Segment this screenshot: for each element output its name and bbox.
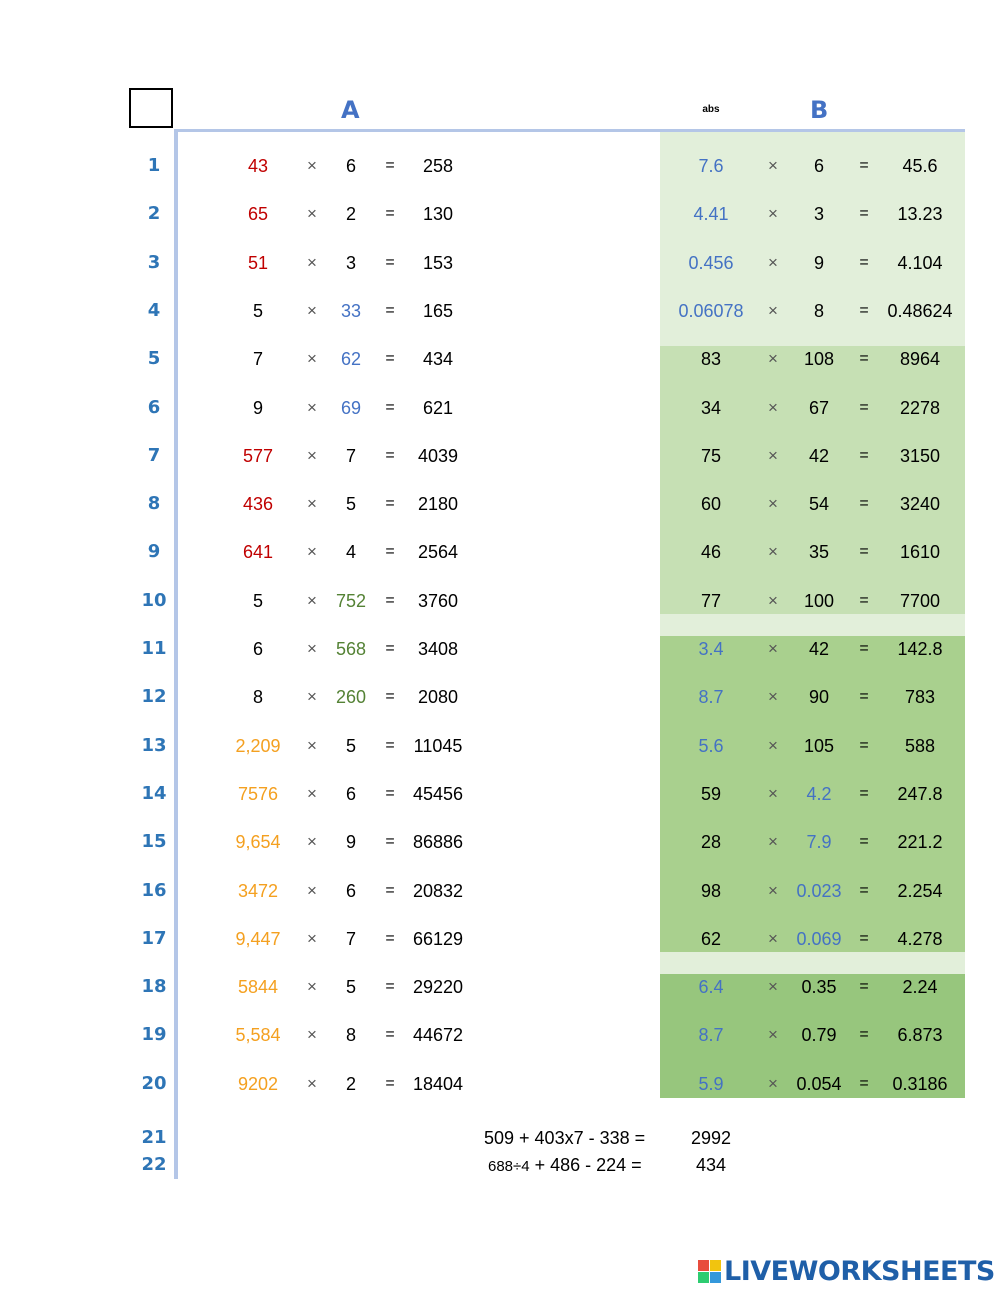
a-factor-1: 7576 xyxy=(237,784,279,804)
b-equals-sign: = xyxy=(859,157,869,174)
b-equals-sign: = xyxy=(859,737,869,754)
a-equals-sign: = xyxy=(385,882,395,899)
b-factor-1: 5.6 xyxy=(698,736,724,756)
b-factor-1: 5.9 xyxy=(698,1074,724,1094)
b-factor-1: 4.41 xyxy=(693,204,729,224)
problem-row xyxy=(0,335,1000,383)
b-times-sign: × xyxy=(768,253,778,272)
b-factor-2: 67 xyxy=(808,398,830,418)
expression-22-division: 688÷4 xyxy=(488,1158,530,1175)
row-number-22: 22 xyxy=(141,1154,167,1175)
b-equals-sign: = xyxy=(859,833,869,850)
a-times-sign: × xyxy=(307,349,317,368)
a-equals-sign: = xyxy=(385,930,395,947)
b-factor-2: 6 xyxy=(813,156,824,176)
b-factor-2: 0.054 xyxy=(796,1074,842,1094)
row-number: 6 xyxy=(147,397,161,418)
b-times-sign: × xyxy=(768,494,778,513)
a-times-sign: × xyxy=(307,1025,317,1044)
b-equals-sign: = xyxy=(859,254,869,271)
b-factor-1: 59 xyxy=(700,784,722,804)
a-product[interactable]: 3760 xyxy=(417,591,459,611)
result-21[interactable]: 2992 xyxy=(690,1128,732,1148)
b-equals-sign: = xyxy=(859,543,869,560)
row-number: 16 xyxy=(141,880,167,901)
a-equals-sign: = xyxy=(385,447,395,464)
logo-text: LIVEWORKSHEETS xyxy=(724,1255,995,1287)
name-box[interactable] xyxy=(129,88,173,128)
b-factor-1: 60 xyxy=(700,494,722,514)
a-factor-2: 5 xyxy=(345,494,356,514)
b-factor-1: 62 xyxy=(700,929,722,949)
a-equals-sign: = xyxy=(385,350,395,367)
a-factor-2: 260 xyxy=(335,687,367,707)
a-factor-1: 9,447 xyxy=(235,929,281,949)
a-times-sign: × xyxy=(307,929,317,948)
b-equals-sign: = xyxy=(859,302,869,319)
row-number: 19 xyxy=(141,1024,167,1045)
b-factor-2: 0.023 xyxy=(796,881,842,901)
a-factor-1: 5,584 xyxy=(235,1025,281,1045)
b-factor-2: 4.2 xyxy=(806,784,832,804)
b-factor-2: 105 xyxy=(803,736,835,756)
b-equals-sign: = xyxy=(859,495,869,512)
b-times-sign: × xyxy=(768,639,778,658)
a-factor-2: 2 xyxy=(345,204,356,224)
a-product[interactable]: 2564 xyxy=(417,542,459,562)
a-product[interactable]: 2080 xyxy=(417,687,459,707)
logo-block xyxy=(698,1260,709,1271)
b-factor-1: 7.6 xyxy=(698,156,724,176)
a-factor-1: 436 xyxy=(242,494,274,514)
b-product[interactable]: 783 xyxy=(904,687,936,707)
row-number: 10 xyxy=(141,590,167,611)
a-times-sign: × xyxy=(307,398,317,417)
b-times-sign: × xyxy=(768,687,778,706)
a-times-sign: × xyxy=(307,253,317,272)
a-factor-2: 2 xyxy=(345,1074,356,1094)
a-equals-sign: = xyxy=(385,1075,395,1092)
b-times-sign: × xyxy=(768,542,778,561)
b-factor-2: 9 xyxy=(813,253,824,273)
a-factor-2: 568 xyxy=(335,639,367,659)
b-factor-1: 75 xyxy=(700,446,722,466)
b-factor-2: 0.069 xyxy=(796,929,842,949)
a-times-sign: × xyxy=(307,639,317,658)
b-product[interactable]: 3240 xyxy=(899,494,941,514)
logo-blocks-icon xyxy=(698,1260,721,1283)
b-equals-sign: = xyxy=(859,447,869,464)
b-product[interactable]: 4.104 xyxy=(897,253,943,273)
b-factor-2: 35 xyxy=(808,542,830,562)
row-number: 5 xyxy=(147,348,161,369)
b-times-sign: × xyxy=(768,832,778,851)
expression-22-rest: + 486 - 224 = xyxy=(529,1155,642,1175)
row-number-21: 21 xyxy=(141,1127,167,1148)
row-number: 15 xyxy=(141,831,167,852)
b-times-sign: × xyxy=(768,349,778,368)
a-factor-1: 9,654 xyxy=(235,832,281,852)
b-factor-2: 0.79 xyxy=(801,1025,837,1045)
a-factor-1: 5844 xyxy=(237,977,279,997)
problem-row xyxy=(0,287,1000,335)
logo-block xyxy=(710,1272,721,1283)
b-times-sign: × xyxy=(768,881,778,900)
a-times-sign: × xyxy=(307,977,317,996)
b-product[interactable]: 6.873 xyxy=(897,1025,943,1045)
b-times-sign: × xyxy=(768,204,778,223)
a-factor-2: 6 xyxy=(345,784,356,804)
a-product[interactable]: 45456 xyxy=(412,784,464,804)
b-factor-2: 54 xyxy=(808,494,830,514)
b-product[interactable]: 13.23 xyxy=(897,204,943,224)
b-equals-sign: = xyxy=(859,350,869,367)
a-equals-sign: = xyxy=(385,833,395,850)
a-product[interactable]: 153 xyxy=(422,253,454,273)
expression-21: 509 + 403x7 - 338 = xyxy=(484,1128,646,1148)
a-product[interactable]: 18404 xyxy=(412,1074,464,1094)
row-number: 17 xyxy=(141,928,167,949)
a-factor-1: 641 xyxy=(242,542,274,562)
problem-row xyxy=(0,770,1000,818)
problem-row xyxy=(0,528,1000,576)
a-times-sign: × xyxy=(307,542,317,561)
b-times-sign: × xyxy=(768,446,778,465)
row-number: 14 xyxy=(141,783,167,804)
a-factor-2: 69 xyxy=(340,398,362,418)
a-factor-2: 33 xyxy=(340,301,362,321)
row-number: 9 xyxy=(147,541,161,562)
a-factor-2: 62 xyxy=(340,349,362,369)
a-factor-2: 752 xyxy=(335,591,367,611)
b-factor-1: 46 xyxy=(700,542,722,562)
b-equals-sign: = xyxy=(859,592,869,609)
a-product[interactable]: 20832 xyxy=(412,881,464,901)
problem-row xyxy=(0,239,1000,287)
result-22[interactable]: 434 xyxy=(695,1155,727,1175)
b-factor-1: 8.7 xyxy=(698,687,724,707)
a-times-sign: × xyxy=(307,784,317,803)
a-equals-sign: = xyxy=(385,302,395,319)
a-equals-sign: = xyxy=(385,737,395,754)
a-factor-1: 5 xyxy=(252,591,263,611)
b-times-sign: × xyxy=(768,591,778,610)
problem-row xyxy=(0,625,1000,673)
liveworksheets-logo xyxy=(698,1254,995,1288)
b-factor-2: 7.9 xyxy=(806,832,832,852)
a-times-sign: × xyxy=(307,156,317,175)
b-product[interactable]: 2.24 xyxy=(902,977,938,997)
a-factor-2: 3 xyxy=(345,253,356,273)
b-factor-1: 0.456 xyxy=(688,253,734,273)
a-times-sign: × xyxy=(307,687,317,706)
a-product[interactable]: 11045 xyxy=(413,736,463,756)
b-product[interactable]: 0.3186 xyxy=(892,1074,948,1094)
a-factor-1: 43 xyxy=(247,156,269,176)
a-times-sign: × xyxy=(307,446,317,465)
b-times-sign: × xyxy=(768,301,778,320)
row-number: 8 xyxy=(147,493,161,514)
a-times-sign: × xyxy=(307,204,317,223)
b-times-sign: × xyxy=(768,736,778,755)
a-factor-2: 6 xyxy=(345,881,356,901)
b-product[interactable]: 2278 xyxy=(899,398,941,418)
row-number: 1 xyxy=(147,155,161,176)
a-times-sign: × xyxy=(307,881,317,900)
a-factor-1: 6 xyxy=(252,639,263,659)
a-factor-1: 3472 xyxy=(237,881,279,901)
b-product[interactable]: 7700 xyxy=(899,591,941,611)
b-equals-sign: = xyxy=(859,882,869,899)
b-product[interactable]: 142.8 xyxy=(897,639,943,659)
b-times-sign: × xyxy=(768,929,778,948)
b-factor-2: 8 xyxy=(813,301,824,321)
a-times-sign: × xyxy=(307,832,317,851)
b-times-sign: × xyxy=(768,784,778,803)
logo-block xyxy=(710,1260,721,1271)
b-factor-1: 98 xyxy=(700,881,722,901)
b-times-sign: × xyxy=(768,156,778,175)
b-times-sign: × xyxy=(768,1074,778,1093)
a-factor-1: 8 xyxy=(252,687,263,707)
b-factor-1: 34 xyxy=(700,398,722,418)
b-factor-1: 83 xyxy=(700,349,722,369)
b-equals-sign: = xyxy=(859,205,869,222)
b-factor-2: 100 xyxy=(803,591,835,611)
a-factor-2: 7 xyxy=(345,929,356,949)
a-product[interactable]: 130 xyxy=(422,204,454,224)
problem-row xyxy=(0,818,1000,866)
b-equals-sign: = xyxy=(859,930,869,947)
a-equals-sign: = xyxy=(385,592,395,609)
b-factor-1: 0.06078 xyxy=(678,301,744,321)
b-product[interactable]: 4.278 xyxy=(897,929,943,949)
problem-row xyxy=(0,1011,1000,1059)
problem-row xyxy=(0,190,1000,238)
b-factor-2: 0.35 xyxy=(801,977,837,997)
a-times-sign: × xyxy=(307,301,317,320)
b-product[interactable]: 1610 xyxy=(899,542,941,562)
a-product[interactable]: 86886 xyxy=(412,832,464,852)
a-product[interactable]: 434 xyxy=(422,349,454,369)
logo-block xyxy=(698,1272,709,1283)
b-equals-sign: = xyxy=(859,399,869,416)
a-equals-sign: = xyxy=(385,543,395,560)
a-product[interactable]: 3408 xyxy=(417,639,459,659)
problem-row xyxy=(0,673,1000,721)
b-times-sign: × xyxy=(768,398,778,417)
b-factor-1: 77 xyxy=(700,591,722,611)
b-product[interactable]: 0.48624 xyxy=(887,301,953,321)
b-factor-1: 28 xyxy=(700,832,722,852)
a-factor-1: 9202 xyxy=(237,1074,279,1094)
b-factor-2: 108 xyxy=(803,349,835,369)
problem-row xyxy=(0,1060,1000,1108)
a-factor-2: 8 xyxy=(345,1025,356,1045)
a-factor-2: 5 xyxy=(345,977,356,997)
problem-row xyxy=(0,915,1000,963)
a-equals-sign: = xyxy=(385,688,395,705)
a-factor-2: 6 xyxy=(345,156,356,176)
b-equals-sign: = xyxy=(859,1026,869,1043)
problem-row xyxy=(0,963,1000,1011)
row-number: 3 xyxy=(147,252,161,273)
a-factor-1: 7 xyxy=(252,349,263,369)
a-product[interactable]: 258 xyxy=(422,156,454,176)
b-factor-2: 3 xyxy=(813,204,824,224)
a-equals-sign: = xyxy=(385,205,395,222)
b-equals-sign: = xyxy=(859,688,869,705)
a-equals-sign: = xyxy=(385,785,395,802)
b-equals-sign: = xyxy=(859,785,869,802)
a-equals-sign: = xyxy=(385,495,395,512)
a-equals-sign: = xyxy=(385,399,395,416)
a-equals-sign: = xyxy=(385,640,395,657)
b-product[interactable]: 2.254 xyxy=(897,881,943,901)
a-factor-1: 5 xyxy=(252,301,263,321)
a-factor-1: 65 xyxy=(247,204,269,224)
b-product[interactable]: 247.8 xyxy=(897,784,943,804)
problem-row xyxy=(0,867,1000,915)
b-factor-1: 6.4 xyxy=(698,977,724,997)
a-equals-sign: = xyxy=(385,978,395,995)
a-factor-1: 9 xyxy=(252,398,263,418)
b-factor-1: 3.4 xyxy=(698,639,724,659)
b-equals-sign: = xyxy=(859,978,869,995)
a-factor-1: 577 xyxy=(242,446,274,466)
row-number: 13 xyxy=(141,735,167,756)
a-equals-sign: = xyxy=(385,1026,395,1043)
a-factor-2: 4 xyxy=(345,542,356,562)
row-number: 2 xyxy=(147,203,161,224)
problem-row xyxy=(0,722,1000,770)
b-product[interactable]: 8964 xyxy=(899,349,941,369)
a-times-sign: × xyxy=(307,736,317,755)
a-product[interactable]: 44672 xyxy=(412,1025,464,1045)
b-product[interactable]: 588 xyxy=(904,736,936,756)
expression-22 xyxy=(488,1151,658,1179)
a-product[interactable]: 66129 xyxy=(412,929,464,949)
a-equals-sign: = xyxy=(385,157,395,174)
column-header-a: A xyxy=(341,96,360,124)
a-product[interactable]: 2180 xyxy=(417,494,459,514)
a-product[interactable]: 621 xyxy=(422,398,454,418)
b-equals-sign: = xyxy=(859,640,869,657)
a-times-sign: × xyxy=(307,1074,317,1093)
problem-row xyxy=(0,480,1000,528)
problem-row xyxy=(0,384,1000,432)
a-product[interactable]: 165 xyxy=(422,301,454,321)
b-product[interactable]: 221.2 xyxy=(897,832,943,852)
b-factor-2: 42 xyxy=(808,446,830,466)
a-times-sign: × xyxy=(307,591,317,610)
problem-row xyxy=(0,432,1000,480)
b-factor-2: 90 xyxy=(808,687,830,707)
a-equals-sign: = xyxy=(385,254,395,271)
row-number: 11 xyxy=(141,638,167,659)
row-number: 4 xyxy=(147,300,161,321)
row-number: 20 xyxy=(141,1073,167,1094)
column-header-b: B xyxy=(810,96,829,124)
a-factor-2: 9 xyxy=(345,832,356,852)
a-product[interactable]: 29220 xyxy=(412,977,464,997)
b-factor-2: 42 xyxy=(808,639,830,659)
a-factor-2: 7 xyxy=(345,446,356,466)
problem-row xyxy=(0,142,1000,190)
a-product[interactable]: 4039 xyxy=(417,446,459,466)
row-number: 12 xyxy=(141,686,167,707)
b-product[interactable]: 45.6 xyxy=(902,156,938,176)
b-times-sign: × xyxy=(768,1025,778,1044)
problem-row xyxy=(0,577,1000,625)
b-times-sign: × xyxy=(768,977,778,996)
b-product[interactable]: 3150 xyxy=(899,446,941,466)
a-factor-1: 2,209 xyxy=(235,736,281,756)
row-number: 18 xyxy=(141,976,167,997)
a-times-sign: × xyxy=(307,494,317,513)
a-factor-2: 5 xyxy=(345,736,356,756)
row-number: 7 xyxy=(147,445,161,466)
abs-label: abs xyxy=(702,104,720,115)
a-factor-1: 51 xyxy=(247,253,269,273)
b-equals-sign: = xyxy=(859,1075,869,1092)
b-factor-1: 8.7 xyxy=(698,1025,724,1045)
